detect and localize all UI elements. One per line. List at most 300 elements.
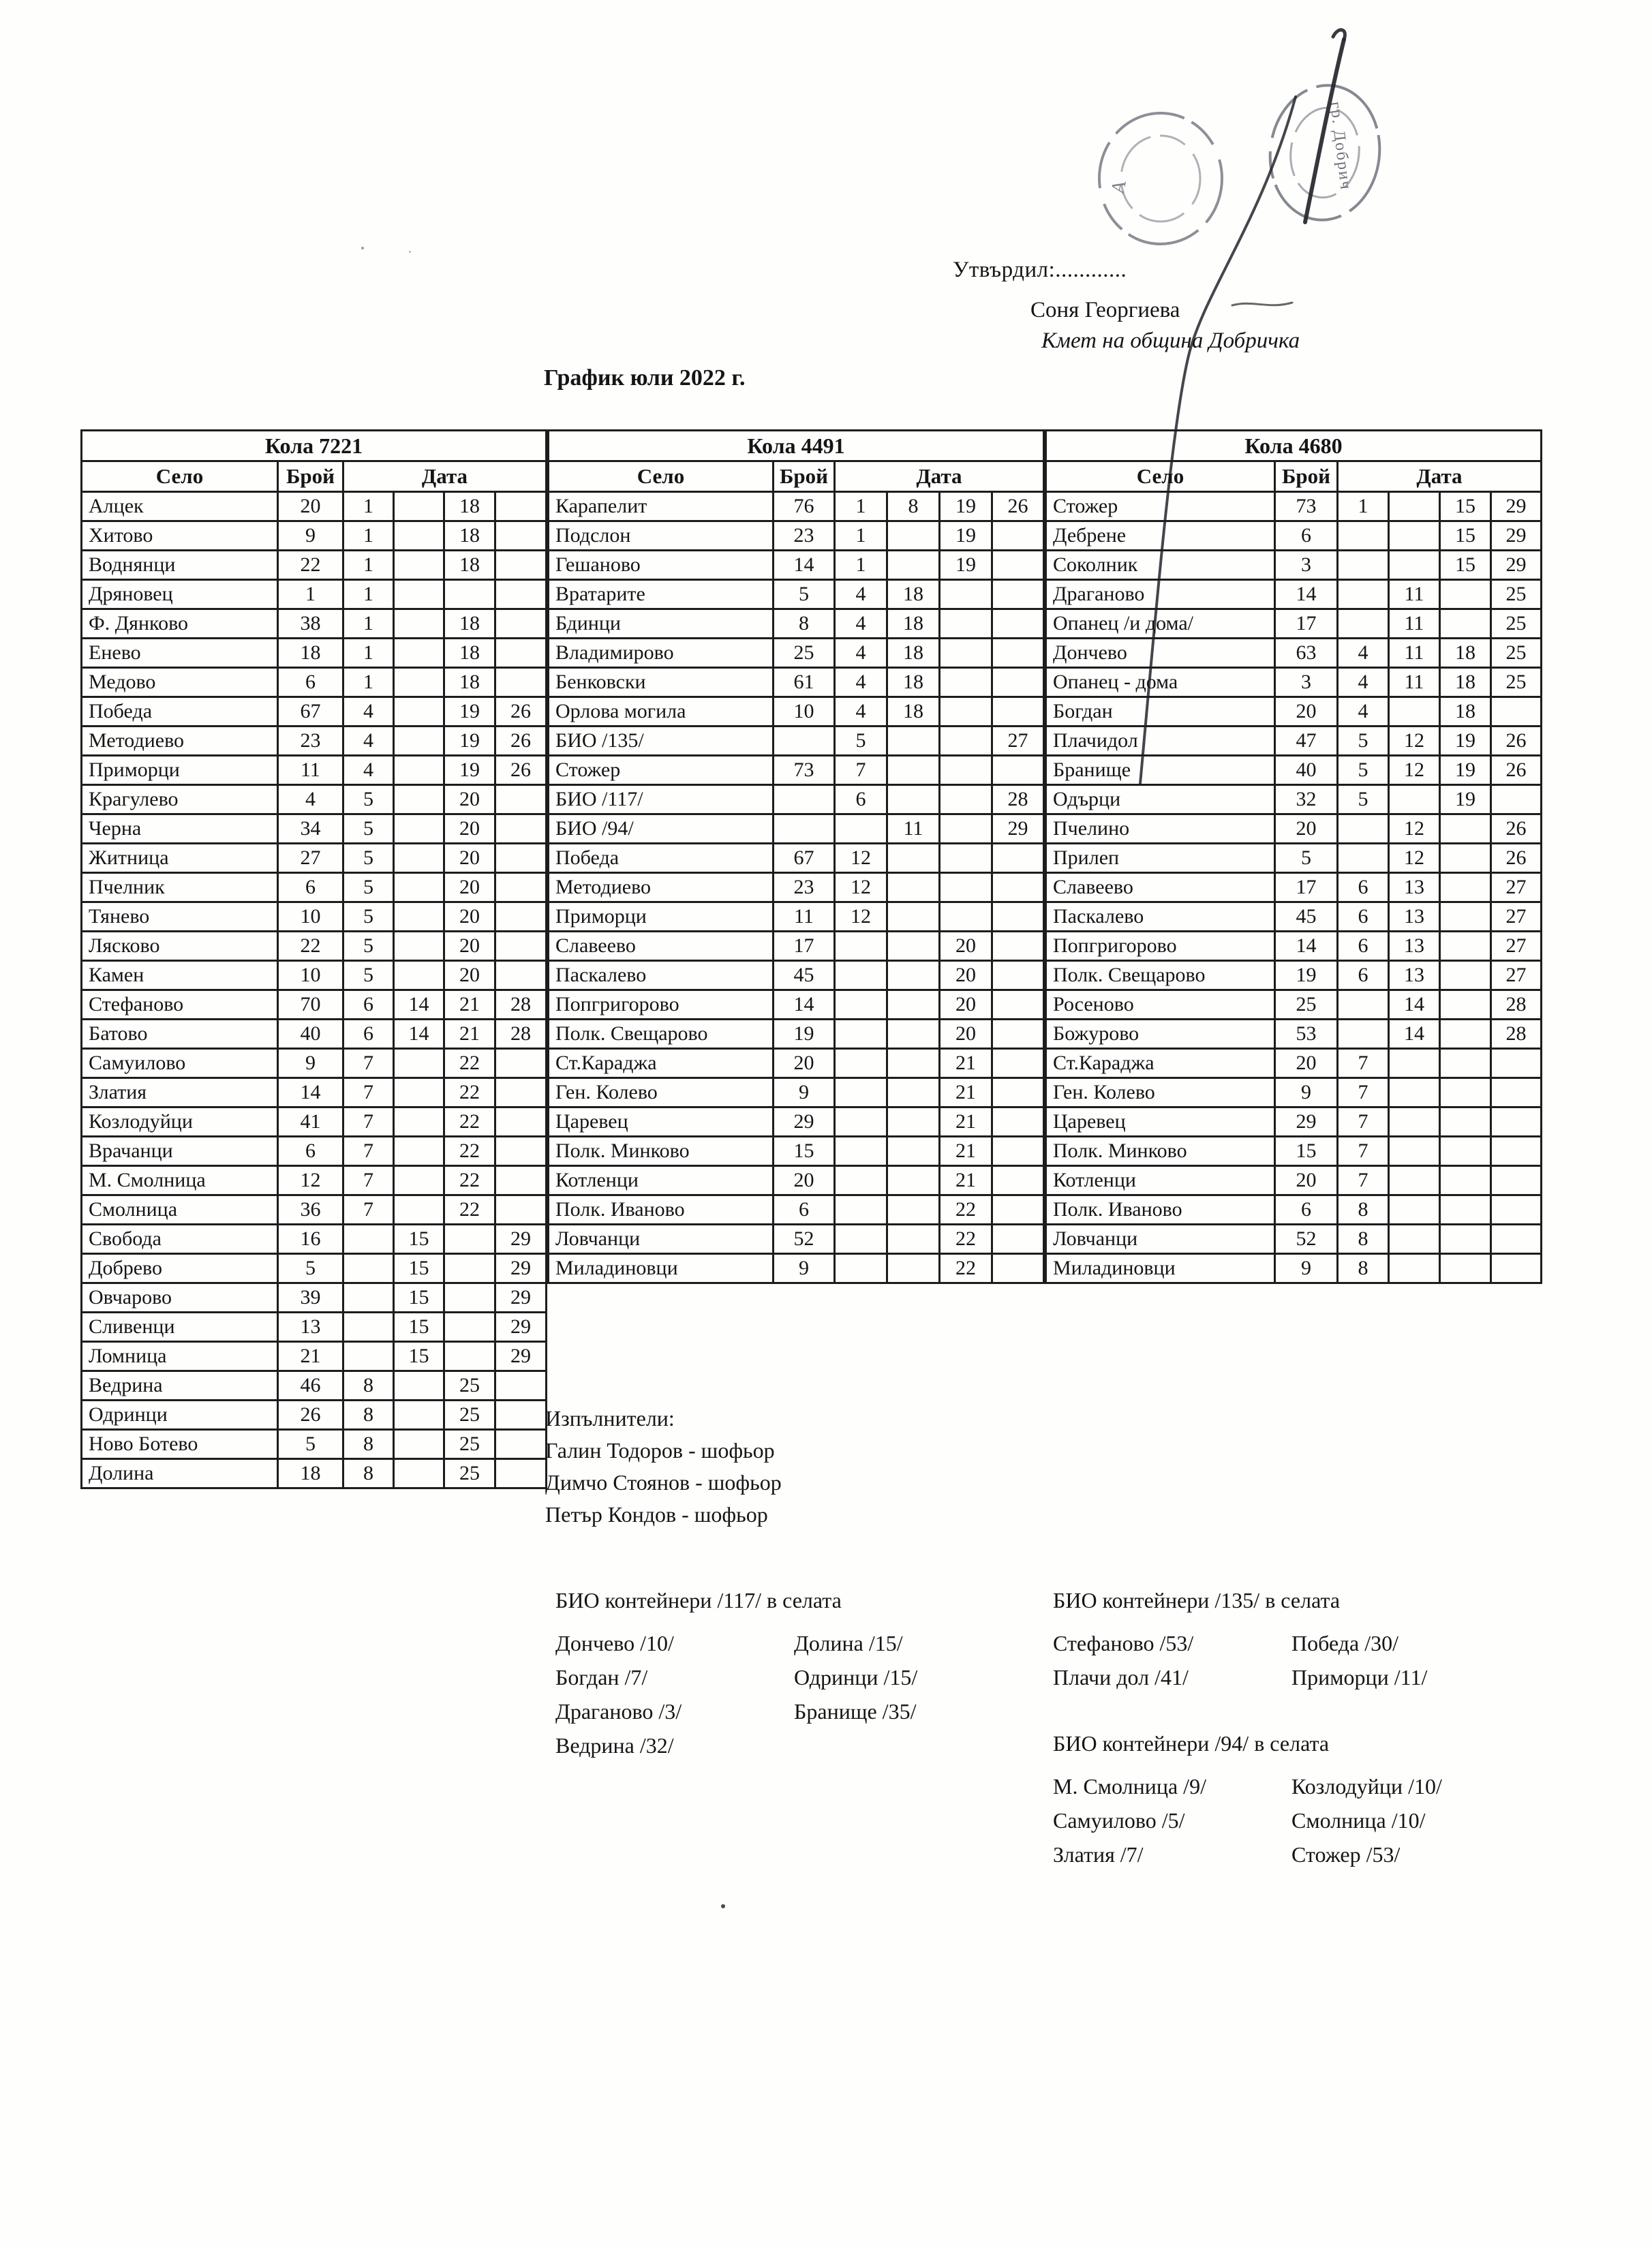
- village-cell: Воднянци: [82, 551, 278, 580]
- date-cell: 7: [343, 1195, 394, 1225]
- count-cell: 6: [278, 873, 343, 902]
- date-cell: 19: [1440, 756, 1491, 785]
- date-cell: [495, 814, 547, 844]
- date-cell: 13: [1389, 961, 1440, 990]
- bio-village-item: [794, 1733, 917, 1758]
- bio-village-item: Долина /15/: [794, 1631, 903, 1655]
- village-cell: Ст.Караджа: [549, 1049, 774, 1078]
- date-cell: 7: [1338, 1166, 1389, 1195]
- schedule-table-kola-7221: [80, 429, 547, 1489]
- date-cell: [1491, 1137, 1542, 1166]
- date-cell: [1389, 1166, 1440, 1195]
- count-cell: 8: [774, 609, 835, 639]
- count-cell: [774, 814, 835, 844]
- schedule-row: [1046, 521, 1542, 551]
- date-cell: [495, 1195, 547, 1225]
- village-cell: Котленци: [1046, 1166, 1275, 1195]
- date-cell: [1440, 961, 1491, 990]
- date-cell: 18: [1440, 697, 1491, 727]
- date-cell: [394, 1107, 444, 1137]
- date-cell: [394, 1371, 444, 1401]
- count-cell: 10: [278, 902, 343, 932]
- date-cell: 11: [1389, 609, 1440, 639]
- col-header-count: Брой: [278, 461, 343, 492]
- count-cell: 20: [1275, 697, 1338, 727]
- date-cell: [1440, 932, 1491, 961]
- village-cell: Хитово: [82, 521, 278, 551]
- schedule-row: [1046, 902, 1542, 932]
- date-cell: [1389, 785, 1440, 814]
- schedule-row: [82, 1459, 547, 1488]
- schedule-row: [82, 902, 547, 932]
- date-cell: [394, 697, 444, 727]
- date-cell: 14: [1389, 990, 1440, 1020]
- date-cell: [495, 785, 547, 814]
- count-cell: 14: [278, 1078, 343, 1107]
- count-cell: 25: [1275, 990, 1338, 1020]
- date-cell: [992, 990, 1044, 1020]
- village-cell: Дебрене: [1046, 521, 1275, 551]
- date-cell: [835, 990, 887, 1020]
- date-cell: 8: [343, 1371, 394, 1401]
- date-cell: [1440, 1137, 1491, 1166]
- count-cell: 10: [774, 697, 835, 727]
- schedule-row: [82, 844, 547, 873]
- date-cell: 26: [1491, 844, 1542, 873]
- round-stamp-right-icon: [1263, 79, 1388, 226]
- date-cell: 19: [444, 697, 495, 727]
- date-cell: [992, 551, 1044, 580]
- date-cell: 8: [343, 1401, 394, 1430]
- date-cell: [1491, 1254, 1542, 1283]
- date-cell: 8: [343, 1459, 394, 1488]
- village-cell: Соколник: [1046, 551, 1275, 580]
- count-cell: 22: [278, 551, 343, 580]
- date-cell: [394, 1166, 444, 1195]
- count-cell: 15: [774, 1137, 835, 1166]
- village-cell: Ген. Колево: [1046, 1078, 1275, 1107]
- date-cell: 8: [1338, 1225, 1389, 1254]
- executors-list: [545, 1435, 782, 1531]
- date-cell: 22: [444, 1049, 495, 1078]
- village-cell: Пчелник: [82, 873, 278, 902]
- date-cell: 20: [444, 814, 495, 844]
- village-cell: Крагулево: [82, 785, 278, 814]
- count-cell: 73: [774, 756, 835, 785]
- date-cell: [1491, 1107, 1542, 1137]
- date-cell: 6: [1338, 873, 1389, 902]
- count-cell: 41: [278, 1107, 343, 1137]
- date-cell: [1491, 1195, 1542, 1225]
- date-cell: [992, 873, 1044, 902]
- date-cell: 5: [343, 814, 394, 844]
- village-cell: Ст.Караджа: [1046, 1049, 1275, 1078]
- date-cell: [1440, 1078, 1491, 1107]
- count-cell: 6: [278, 1137, 343, 1166]
- date-cell: 18: [887, 580, 940, 609]
- date-cell: 22: [444, 1195, 495, 1225]
- count-cell: 14: [774, 990, 835, 1020]
- date-cell: [1389, 521, 1440, 551]
- schedule-row: [549, 551, 1044, 580]
- date-cell: 4: [1338, 697, 1389, 727]
- date-cell: [940, 756, 992, 785]
- date-cell: [495, 1166, 547, 1195]
- date-cell: 19: [444, 756, 495, 785]
- date-cell: 15: [394, 1254, 444, 1283]
- count-cell: 34: [278, 814, 343, 844]
- date-cell: [495, 873, 547, 902]
- date-cell: [1440, 580, 1491, 609]
- village-cell: Сливенци: [82, 1313, 278, 1342]
- date-cell: 20: [444, 932, 495, 961]
- date-cell: 8: [887, 492, 940, 521]
- date-cell: 6: [1338, 902, 1389, 932]
- scan-speck: [721, 1904, 725, 1908]
- date-cell: [495, 1107, 547, 1137]
- village-cell: Гешаново: [549, 551, 774, 580]
- schedule-row: [1046, 668, 1542, 697]
- date-cell: 8: [1338, 1195, 1389, 1225]
- date-cell: 13: [1389, 902, 1440, 932]
- bio-village-item: Приморци /11/: [1291, 1665, 1428, 1690]
- date-cell: 18: [887, 639, 940, 668]
- schedule-row: [549, 1166, 1044, 1195]
- date-cell: [887, 521, 940, 551]
- schedule-row: [82, 668, 547, 697]
- schedule-row: [1046, 961, 1542, 990]
- date-cell: [1440, 1107, 1491, 1137]
- date-cell: 20: [444, 873, 495, 902]
- schedule-row: [1046, 814, 1542, 844]
- date-cell: 12: [1389, 756, 1440, 785]
- date-cell: 22: [940, 1195, 992, 1225]
- date-cell: [992, 639, 1044, 668]
- col-header-date: Дата: [835, 461, 1044, 492]
- date-cell: 1: [343, 580, 394, 609]
- bio-117-list: [555, 1631, 917, 1758]
- date-cell: 7: [1338, 1078, 1389, 1107]
- schedule-row: [82, 1107, 547, 1137]
- date-cell: [992, 932, 1044, 961]
- schedule-row: [82, 1401, 547, 1430]
- schedule-row: [549, 1020, 1044, 1049]
- date-cell: 29: [495, 1254, 547, 1283]
- date-cell: [887, 785, 940, 814]
- date-cell: [394, 756, 444, 785]
- bio-village-item: Победа /30/: [1291, 1631, 1399, 1655]
- date-cell: [992, 1078, 1044, 1107]
- date-cell: [887, 1166, 940, 1195]
- count-cell: 20: [278, 492, 343, 521]
- schedule-row: [82, 551, 547, 580]
- date-cell: 1: [343, 609, 394, 639]
- date-cell: [1338, 1020, 1389, 1049]
- date-cell: 12: [1389, 844, 1440, 873]
- schedule-row: [549, 521, 1044, 551]
- count-cell: 26: [278, 1401, 343, 1430]
- approver-title: Кмет на община Добричка: [1041, 328, 1300, 353]
- count-cell: 14: [1275, 932, 1338, 961]
- date-cell: [1440, 1225, 1491, 1254]
- date-cell: 5: [343, 932, 394, 961]
- schedule-row: [1046, 492, 1542, 521]
- date-cell: [887, 1195, 940, 1225]
- schedule-row: [1046, 932, 1542, 961]
- date-cell: [343, 1342, 394, 1371]
- schedule-row: [549, 1195, 1044, 1225]
- schedule-table-kola-4491: [547, 429, 1045, 1284]
- village-cell: Плачидол: [1046, 727, 1275, 756]
- date-cell: [1338, 814, 1389, 844]
- date-cell: [940, 580, 992, 609]
- date-cell: 15: [1440, 492, 1491, 521]
- date-cell: [887, 1107, 940, 1137]
- count-cell: 3: [1275, 668, 1338, 697]
- date-cell: 27: [1491, 902, 1542, 932]
- count-cell: 53: [1275, 1020, 1338, 1049]
- date-cell: [495, 609, 547, 639]
- date-cell: [835, 961, 887, 990]
- count-cell: 17: [1275, 873, 1338, 902]
- count-cell: 47: [1275, 727, 1338, 756]
- date-cell: 11: [887, 814, 940, 844]
- schedule-row: [1046, 1195, 1542, 1225]
- col-header-count: Брой: [1275, 461, 1338, 492]
- date-cell: [394, 932, 444, 961]
- date-cell: [992, 1254, 1044, 1283]
- schedule-row: [82, 873, 547, 902]
- schedule-row: [82, 1020, 547, 1049]
- date-cell: [835, 1195, 887, 1225]
- count-cell: 20: [774, 1049, 835, 1078]
- date-cell: 13: [1389, 873, 1440, 902]
- schedule-row: [1046, 785, 1542, 814]
- date-cell: 18: [444, 609, 495, 639]
- date-cell: 21: [940, 1166, 992, 1195]
- schedule-row: [1046, 551, 1542, 580]
- date-cell: 20: [940, 990, 992, 1020]
- date-cell: [394, 1137, 444, 1166]
- date-cell: 14: [1389, 1020, 1440, 1049]
- date-cell: [1440, 1049, 1491, 1078]
- village-cell: Житница: [82, 844, 278, 873]
- executors-block: [545, 1403, 782, 1531]
- date-cell: 7: [1338, 1049, 1389, 1078]
- schedule-row: [82, 961, 547, 990]
- date-cell: 5: [1338, 727, 1389, 756]
- schedule-row: [549, 1049, 1044, 1078]
- date-cell: [394, 521, 444, 551]
- village-cell: Подслон: [549, 521, 774, 551]
- date-cell: [1389, 1225, 1440, 1254]
- schedule-row: [1046, 1078, 1542, 1107]
- date-cell: [444, 1342, 495, 1371]
- approver-name: Соня Георгиева: [1030, 298, 1180, 322]
- village-cell: Стожер: [1046, 492, 1275, 521]
- date-cell: [495, 1137, 547, 1166]
- count-cell: 39: [278, 1283, 343, 1313]
- date-cell: 21: [444, 990, 495, 1020]
- count-cell: 14: [1275, 580, 1338, 609]
- date-cell: 5: [835, 727, 887, 756]
- date-cell: [495, 844, 547, 873]
- bio-117-title: БИО контейнери /117/ в селата: [555, 1588, 842, 1612]
- count-cell: [774, 785, 835, 814]
- date-cell: [992, 1166, 1044, 1195]
- count-cell: 18: [278, 1459, 343, 1488]
- village-cell: Полк. Минково: [549, 1137, 774, 1166]
- date-cell: [1440, 1166, 1491, 1195]
- date-cell: [940, 609, 992, 639]
- schedule-row: [82, 814, 547, 844]
- village-cell: Методиево: [549, 873, 774, 902]
- schedule-row: [1046, 697, 1542, 727]
- date-cell: [1491, 785, 1542, 814]
- village-cell: Смолница: [82, 1195, 278, 1225]
- count-cell: 11: [278, 756, 343, 785]
- date-cell: 4: [1338, 668, 1389, 697]
- date-cell: 26: [1491, 814, 1542, 844]
- date-cell: [887, 551, 940, 580]
- schedule-row: [1046, 1166, 1542, 1195]
- date-cell: 18: [887, 668, 940, 697]
- date-cell: 25: [1491, 668, 1542, 697]
- village-cell: Опанец - дома: [1046, 668, 1275, 697]
- date-cell: [394, 1459, 444, 1488]
- date-cell: [887, 961, 940, 990]
- count-cell: 17: [774, 932, 835, 961]
- village-cell: Черна: [82, 814, 278, 844]
- count-cell: 76: [774, 492, 835, 521]
- village-cell: Ловчанци: [549, 1225, 774, 1254]
- count-cell: 52: [1275, 1225, 1338, 1254]
- schedule-row: [549, 873, 1044, 902]
- bio-village-item: Козлодуйци /10/: [1291, 1774, 1442, 1799]
- date-cell: 4: [835, 639, 887, 668]
- date-cell: 21: [940, 1078, 992, 1107]
- date-cell: [394, 1078, 444, 1107]
- village-cell: Стефаново: [82, 990, 278, 1020]
- date-cell: [887, 1254, 940, 1283]
- schedule-row: [549, 609, 1044, 639]
- bio-135-section: [1053, 1588, 1427, 1690]
- date-cell: 21: [940, 1049, 992, 1078]
- date-cell: 8: [1338, 1254, 1389, 1283]
- date-cell: [394, 844, 444, 873]
- village-cell: Миладиновци: [549, 1254, 774, 1283]
- count-cell: 22: [278, 932, 343, 961]
- date-cell: [992, 609, 1044, 639]
- schedule-row: [82, 1342, 547, 1371]
- approved-label: Утвърдил:............: [953, 258, 1127, 282]
- date-cell: 28: [495, 990, 547, 1020]
- bio-94-section: [1053, 1731, 1442, 1867]
- col-header-village: Село: [1046, 461, 1275, 492]
- date-cell: [835, 1078, 887, 1107]
- date-cell: [343, 1283, 394, 1313]
- date-cell: 15: [394, 1283, 444, 1313]
- village-cell: Приморци: [549, 902, 774, 932]
- scan-speck: [361, 247, 364, 249]
- date-cell: [495, 639, 547, 668]
- date-cell: 22: [940, 1225, 992, 1254]
- count-cell: 10: [278, 961, 343, 990]
- count-cell: 5: [278, 1430, 343, 1459]
- car-header: Кола 4491: [549, 431, 1044, 461]
- count-cell: 23: [278, 727, 343, 756]
- date-cell: [992, 1195, 1044, 1225]
- bio-village-item: Богдан /7/: [555, 1665, 648, 1690]
- date-cell: 29: [992, 814, 1044, 844]
- date-cell: 7: [343, 1107, 394, 1137]
- date-cell: 8: [343, 1430, 394, 1459]
- date-cell: 7: [343, 1078, 394, 1107]
- date-cell: 13: [1389, 932, 1440, 961]
- bio-village-item: Смолница /10/: [1291, 1808, 1426, 1833]
- village-cell: Славеево: [549, 932, 774, 961]
- date-cell: [1389, 1254, 1440, 1283]
- village-cell: БИО /117/: [549, 785, 774, 814]
- date-cell: 29: [495, 1342, 547, 1371]
- date-cell: [1338, 844, 1389, 873]
- date-cell: 6: [835, 785, 887, 814]
- date-cell: 18: [444, 668, 495, 697]
- date-cell: 1: [343, 668, 394, 697]
- village-cell: Добрево: [82, 1254, 278, 1283]
- date-cell: 20: [940, 932, 992, 961]
- date-cell: [887, 1049, 940, 1078]
- date-cell: [1338, 609, 1389, 639]
- bio-village-item: М. Смолница /9/: [1053, 1774, 1206, 1799]
- count-cell: 9: [1275, 1254, 1338, 1283]
- date-cell: [940, 785, 992, 814]
- bio-village-item: Одринци /15/: [794, 1665, 918, 1690]
- count-cell: 67: [774, 844, 835, 873]
- village-cell: Тянево: [82, 902, 278, 932]
- date-cell: [992, 1137, 1044, 1166]
- schedule-row: [82, 639, 547, 668]
- schedule-row: [1046, 639, 1542, 668]
- date-cell: 19: [940, 492, 992, 521]
- date-cell: [394, 902, 444, 932]
- date-cell: [394, 1401, 444, 1430]
- count-cell: 13: [278, 1313, 343, 1342]
- village-cell: Полк. Иваново: [1046, 1195, 1275, 1225]
- village-cell: Полк. Свещарово: [549, 1020, 774, 1049]
- count-cell: 70: [278, 990, 343, 1020]
- date-cell: 12: [1389, 814, 1440, 844]
- date-cell: 11: [1389, 639, 1440, 668]
- date-cell: 29: [1491, 551, 1542, 580]
- date-cell: 21: [444, 1020, 495, 1049]
- bio-village-item: Драганово /3/: [555, 1699, 682, 1724]
- date-cell: [992, 521, 1044, 551]
- date-cell: 22: [444, 1166, 495, 1195]
- date-cell: 20: [940, 961, 992, 990]
- bio-village-item: Златия /7/: [1053, 1842, 1144, 1867]
- bio-village-item: Самуилово /5/: [1053, 1808, 1185, 1833]
- count-cell: 6: [1275, 1195, 1338, 1225]
- village-cell: БИО /135/: [549, 727, 774, 756]
- date-cell: 20: [444, 961, 495, 990]
- date-cell: 19: [1440, 785, 1491, 814]
- date-cell: [992, 697, 1044, 727]
- schedule-row: [549, 1137, 1044, 1166]
- date-cell: 6: [1338, 932, 1389, 961]
- date-cell: [992, 961, 1044, 990]
- date-cell: 12: [835, 873, 887, 902]
